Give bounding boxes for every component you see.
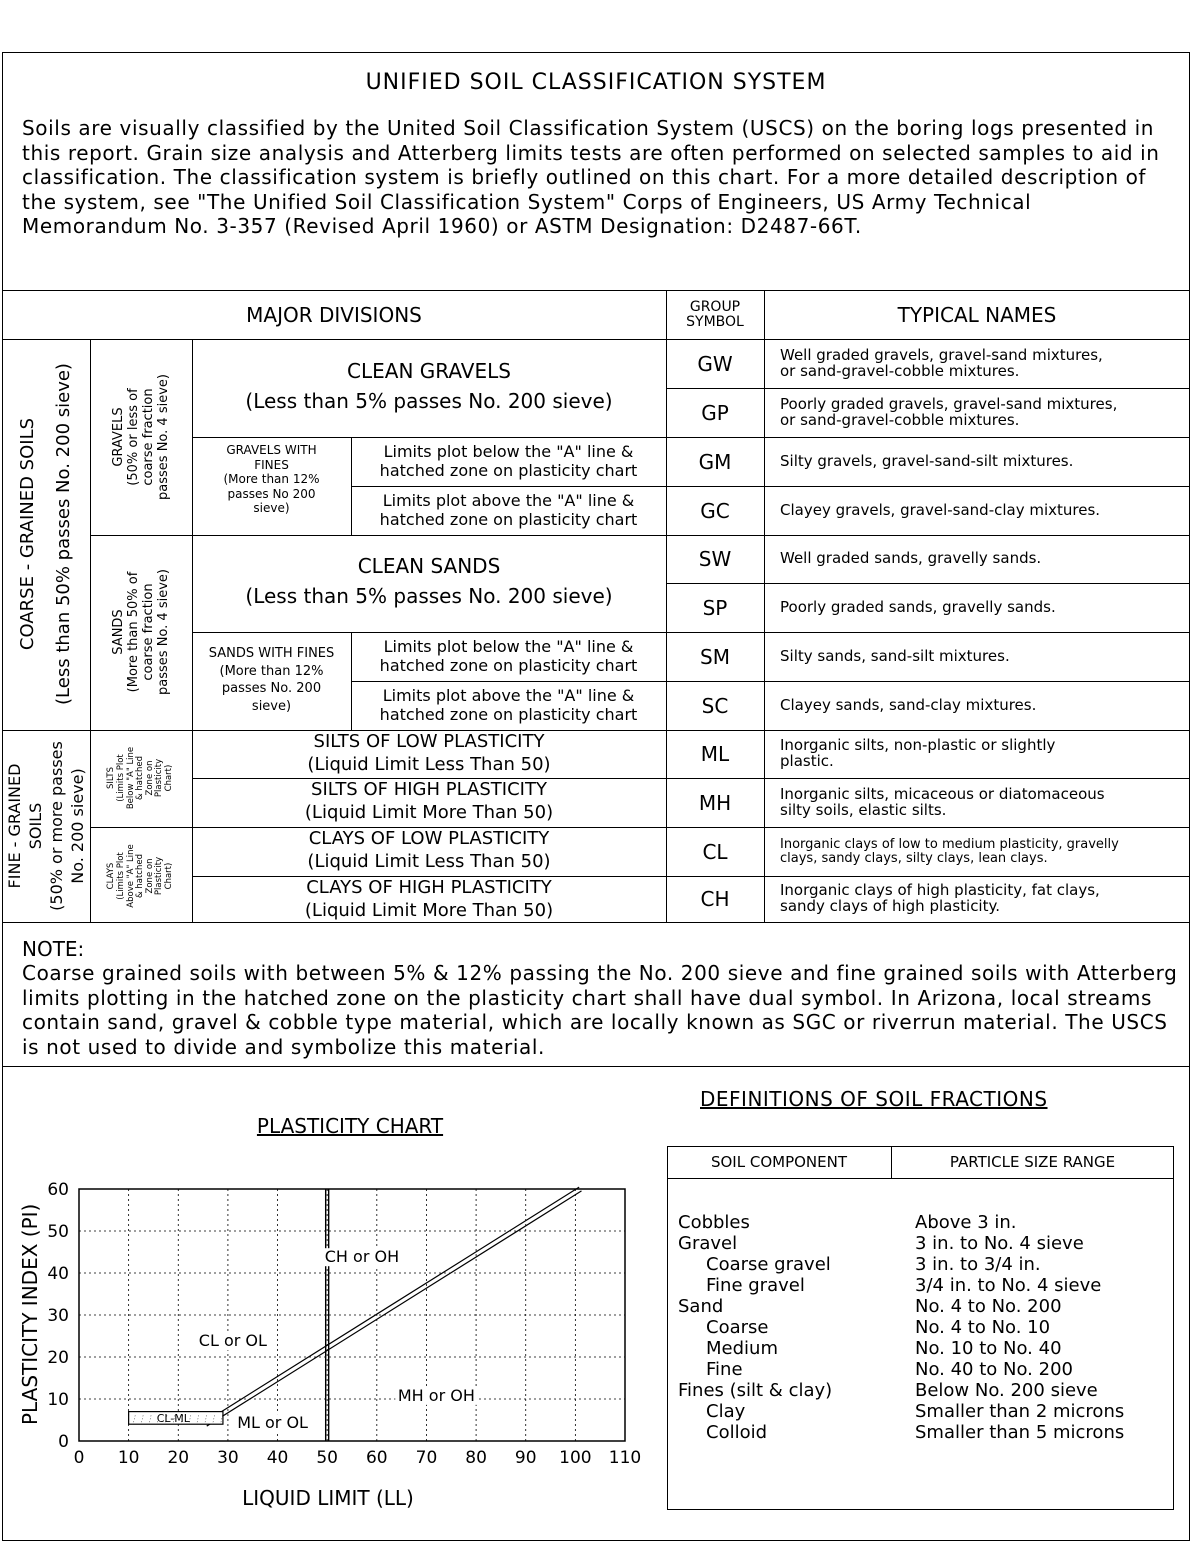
sands-fines-line: (More than 12% [219, 663, 324, 679]
coarse-grained-label [6, 339, 86, 729]
header-typical-names: TYPICAL NAMES [897, 303, 1057, 327]
coarse-grained-label-line: (Less than 50% passes No. 200 sieve) [53, 363, 74, 705]
fraction-component: Sand [678, 1296, 724, 1317]
typical-name-line: plastic. [780, 752, 834, 770]
fine-desc-line: (Liquid Limit More Than 50) [304, 900, 554, 921]
group-symbol-sp: SP [702, 595, 728, 620]
typical-name-gp [780, 388, 1185, 437]
sands-label-line: (More than 50% of [126, 571, 141, 693]
row-line-sw [666, 535, 1190, 536]
typical-name-line: Well graded sands, gravelly sands. [780, 549, 1042, 568]
x-tick-label: 60 [365, 1448, 388, 1468]
typical-name-sc [780, 681, 1185, 730]
fractions-ranges [915, 1212, 1170, 1443]
fraction-range: Above 3 in. [915, 1212, 1017, 1233]
fractions-col-range: PARTICLE SIZE RANGE [949, 1153, 1116, 1171]
gravels-fines-line: (More than 12% [223, 472, 320, 486]
x-tick-label: 90 [514, 1448, 537, 1468]
fraction-component: Fine gravel [706, 1275, 805, 1296]
clean-gravels [192, 356, 666, 416]
a-line-desc-line: Limits plot above the "A" line & [382, 491, 635, 510]
clays-label-line: Zone on [144, 858, 155, 894]
group-symbol-gm: GM [698, 449, 732, 474]
typical-name-line: clays, sandy clays, silty clays, lean clays. [780, 850, 1048, 866]
x-tick-label: 50 [316, 1448, 339, 1468]
sands-fines-mid [351, 681, 666, 682]
fractions-col-component: SOIL COMPONENT [710, 1153, 848, 1171]
sands-label [93, 537, 189, 727]
gravels-fines-line: FINES [254, 457, 289, 472]
x-tick-label: 30 [217, 1448, 239, 1468]
typical-name-ml [780, 730, 1185, 778]
typical-name-line: or sand-gravel-cobble mixtures. [780, 410, 1020, 429]
region-label: CL or OL [198, 1331, 267, 1351]
fine-desc-line: (Liquid Limit More Than 50) [304, 802, 554, 823]
fine-desc-line: CLAYS OF HIGH PLASTICITY [306, 877, 552, 898]
fine-desc-line: (Liquid Limit Less Than 50) [307, 851, 551, 872]
gravels-fines-mid [351, 486, 666, 487]
silts-label-line: Below "A" Line [125, 746, 136, 810]
fine-desc-line: (Liquid Limit Less Than 50) [307, 754, 551, 775]
typical-name-sw [780, 535, 1185, 583]
fine-desc-line: CLAYS OF LOW PLASTICITY [308, 828, 550, 849]
silts-label-line: SILTS [106, 766, 117, 790]
row-line-sp [666, 583, 1190, 584]
clays-label-line: CLAYS [106, 862, 117, 890]
typical-name-mh [780, 778, 1185, 827]
group-symbol-sc: SC [701, 693, 729, 718]
a-line-desc-gm [351, 442, 666, 480]
fine-desc-silt-high [192, 778, 666, 824]
row-line-mh [666, 778, 1190, 779]
clays-label-line: Above "A" Line [125, 844, 136, 908]
typical-name-cl [780, 827, 1185, 876]
typical-name-line: Inorganic silts, non-plastic or slightly [780, 736, 1056, 755]
gravels-fines-line: sieve) [253, 501, 290, 515]
header-symbol-line: SYMBOL [686, 314, 744, 330]
fractions-title: DEFINITIONS OF SOIL FRACTIONS [700, 1087, 1048, 1111]
fraction-component: Coarse gravel [706, 1254, 831, 1275]
clean-gravels-line: (Less than 5% passes No. 200 sieve) [245, 389, 613, 413]
x-tick-label: 80 [465, 1448, 487, 1468]
row-line-sm [666, 632, 1190, 633]
chart-ylabel: PLASTICITY INDEX (PI) [18, 1203, 42, 1425]
y-tick-label: 20 [47, 1348, 69, 1368]
silts-label [91, 730, 191, 826]
typical-name-line: Inorganic clays of high plasticity, fat clays, [780, 881, 1100, 900]
fraction-component: Gravel [678, 1233, 738, 1254]
gravels-with-fines [192, 443, 351, 516]
typical-name-gm [780, 437, 1185, 486]
typical-name-sm [780, 632, 1185, 681]
silts-label-line: Chart) [163, 764, 174, 792]
row-line-gm [666, 437, 1190, 438]
y-tick-label: 30 [47, 1306, 69, 1326]
group-symbol-gp: GP [701, 400, 729, 425]
group-symbol-gc: GC [700, 498, 730, 523]
fraction-range: No. 4 to No. 200 [915, 1296, 1062, 1317]
typical-name-line: or sand-gravel-cobble mixtures. [780, 361, 1020, 380]
fraction-component: Colloid [706, 1422, 768, 1443]
x-tick-label: 40 [266, 1448, 289, 1468]
fraction-component: Medium [706, 1338, 778, 1359]
x-tick-label: 110 [608, 1448, 642, 1468]
fractions-header-line [667, 1178, 1174, 1179]
gravels-label-line: passes No. 4 sieve) [156, 374, 171, 500]
typical-name-line: Clayey gravels, gravel-sand-clay mixtures. [780, 500, 1101, 519]
x-tick-label: 20 [167, 1448, 190, 1468]
group-symbol-ch: CH [700, 887, 730, 911]
sands-fines-line: sieve) [251, 698, 292, 714]
fraction-range: No. 4 to No. 10 [915, 1317, 1051, 1338]
clean-sands-line: CLEAN SANDS [357, 554, 501, 578]
silts-label-line: & hatched [135, 756, 146, 800]
y-tick-label: 10 [47, 1390, 69, 1410]
fine-desc-clay-high [192, 876, 666, 922]
note-text: Coarse grained soils with between 5% & 12% passing the No. 200 sieve and fine grained soils with Atterberg limits plotting in the hatched zone on the plasticity chart shall have dual symbol. In Arizona, local streams contain sand, gravel & cobble type material, which are locally known as SGC or riverrun material. The USCS is not used to divide and symbolize this material. [22, 961, 1178, 1059]
a-line-desc-line: Limits plot above the "A" line & [382, 686, 635, 705]
fraction-range: No. 40 to No. 200 [915, 1359, 1073, 1380]
fraction-range: No. 10 to No. 40 [915, 1338, 1062, 1359]
x-tick-label: 70 [415, 1448, 438, 1468]
header-group-line: GROUP [689, 299, 741, 316]
silts-label-line: Zone on [144, 760, 155, 796]
typical-name-line: sandy clays of high plasticity. [780, 897, 1000, 915]
typical-name-line: Clayey sands, sand-clay mixtures. [780, 695, 1037, 714]
a-line-desc-line: hatched zone on plasticity chart [379, 656, 638, 675]
header-major-divisions: MAJOR DIVISIONS [246, 303, 422, 327]
fine-desc-line: SILTS OF LOW PLASTICITY [313, 731, 545, 752]
typical-name-line: silty soils, elastic silts. [780, 800, 947, 819]
typical-name-line: Poorly graded sands, gravelly sands. [780, 597, 1056, 616]
group-symbol-mh: MH [698, 790, 732, 815]
typical-name-sp [780, 583, 1185, 632]
fine-grained-label-line: SOILS [26, 802, 45, 850]
gravels-label-line: (50% or less of [126, 388, 141, 486]
a-line-desc-line: Limits plot below the "A" line & [383, 637, 634, 656]
sands-fines-line: passes No. 200 [221, 681, 322, 696]
sands-fines-top [192, 632, 666, 633]
clays-label-line: Chart) [163, 862, 174, 890]
typical-name-line: Silty sands, sand-silt mixtures. [780, 646, 1010, 665]
row-line-sc [666, 681, 1190, 682]
fraction-component: Clay [706, 1401, 746, 1422]
region-label: CH or OH [324, 1247, 400, 1267]
clays-label-line: & hatched [135, 854, 146, 898]
gravels-fines-line: passes No 200 [227, 486, 316, 501]
a-line-desc-gc [351, 491, 666, 529]
region-label: ML or OL [237, 1413, 308, 1433]
gravels-label-line: GRAVELS [111, 407, 126, 467]
group-symbol-ml: ML [700, 742, 730, 766]
gravels-label [93, 342, 189, 532]
fraction-range: 3/4 in. to No. 4 sieve [915, 1275, 1102, 1296]
sands-label-line: passes No. 4 sieve) [156, 569, 171, 695]
fraction-range: Smaller than 2 microns [915, 1401, 1125, 1422]
a-line [204, 1187, 579, 1422]
typical-name-ch [780, 876, 1185, 922]
typical-name-line: Well graded gravels, gravel-sand mixtures, [780, 345, 1103, 364]
fine-grained-label-line: FINE - GRAINED [5, 763, 24, 889]
chart-xlabel: LIQUID LIMIT (LL) [242, 1486, 414, 1510]
fine-grained-label-line: No. 200 sieve) [68, 768, 87, 884]
intro-text: Soils are visually classified by the United Soil Classification System (USCS) on the boring logs presented in this report. Grain size analysis and Atterberg limits tests are often performed on selected samples to aid in classification. The classification system is briefly outlined on this chart. For a more detailed description of the system, see "The Unified Soil Classification System" Corps of Engineers, US Army Technical Memorandum No. 3-357 (Revised April 1960) or ASTM Designation: D2487-66T. [22, 116, 1160, 239]
x-tick-label: 10 [117, 1448, 140, 1468]
row-line-ch [666, 876, 1190, 877]
y-tick-label: 60 [47, 1180, 69, 1200]
sands-with-fines [192, 645, 351, 715]
region-label: CL-ML [156, 1411, 190, 1425]
gravels-label-line: coarse fraction [141, 388, 156, 486]
fraction-component: Cobbles [678, 1212, 750, 1233]
gravels-fines-top [192, 437, 666, 438]
silts-label-line: Plasticity [154, 758, 165, 798]
clean-sands-line: (Less than 5% passes No. 200 sieve) [245, 584, 613, 608]
group-symbol-sm: SM [700, 644, 730, 669]
silts-label-line: (Limits Plot [116, 754, 127, 802]
fine-grained-label-line: (50% or more passes [47, 741, 66, 911]
clays-label [91, 829, 191, 923]
header-group-symbol [666, 291, 764, 339]
typical-name-line: Silty gravels, gravel-sand-silt mixtures. [780, 451, 1074, 470]
row-line-gp [666, 388, 1190, 389]
divider-note-bottom [2, 1066, 1190, 1067]
coarse-grained-label-line: COARSE - GRAINED SOILS [17, 417, 38, 651]
clean-gravels-line: CLEAN GRAVELS [347, 359, 511, 383]
group-symbol-gw: GW [697, 351, 733, 376]
x-tick-label: 0 [73, 1448, 85, 1468]
y-tick-label: 50 [47, 1222, 69, 1242]
typical-name-gc [780, 486, 1185, 535]
fraction-component: Coarse [706, 1317, 769, 1338]
fractions-components [678, 1212, 898, 1443]
fraction-range: Below No. 200 sieve [915, 1380, 1098, 1401]
fraction-component: Fines (silt & clay) [678, 1380, 833, 1401]
a-line-desc-line: Limits plot below the "A" line & [383, 442, 634, 461]
gravels-fines-line: GRAVELS WITH [226, 443, 317, 457]
fine-grained-label [3, 731, 89, 921]
fine-desc-silt-low [192, 730, 666, 776]
a-line-desc-line: hatched zone on plasticity chart [379, 510, 638, 529]
typical-name-line: Inorganic silts, micaceous or diatomaceous [780, 784, 1105, 803]
row-line-gc [666, 486, 1190, 487]
sands-fines-line: SANDS WITH FINES [208, 646, 335, 661]
fraction-range: Smaller than 5 microns [915, 1422, 1125, 1443]
y-tick-label: 40 [47, 1264, 69, 1284]
note-label: NOTE: [22, 937, 85, 961]
region-label: MH or OH [397, 1385, 475, 1405]
sands-label-line: SANDS [111, 609, 126, 655]
sands-top [90, 535, 666, 536]
plasticity-chart [0, 1170, 660, 1470]
typical-name-gw [780, 339, 1185, 388]
y-tick-label: 0 [58, 1432, 69, 1452]
fraction-range: 3 in. to 3/4 in. [915, 1254, 1041, 1275]
x-tick-label: 100 [559, 1448, 592, 1468]
a-line-desc-line: hatched zone on plasticity chart [379, 461, 638, 480]
clays-label-line: (Limits Plot [116, 852, 127, 900]
a-line [207, 1191, 582, 1426]
sands-label-line: coarse fraction [141, 583, 156, 681]
fine-desc-clay-low [192, 827, 666, 873]
chart-title: PLASTICITY CHART [256, 1114, 444, 1138]
clays-label-line: Plasticity [154, 856, 165, 896]
group-symbol-sw: SW [698, 547, 732, 571]
row-line-ml [666, 730, 1190, 731]
clean-sands [192, 551, 666, 611]
page-title: UNIFIED SOIL CLASSIFICATION SYSTEM [365, 70, 827, 95]
typical-name-line: Inorganic clays of low to medium plasticity, gravelly [780, 836, 1119, 852]
a-line-desc-line: hatched zone on plasticity chart [379, 705, 638, 724]
row-line-cl [666, 827, 1190, 828]
a-line-desc-sc [351, 686, 666, 724]
typical-name-line: Poorly graded gravels, gravel-sand mixtures, [780, 394, 1118, 413]
group-symbol-cl: CL [702, 839, 728, 864]
fine-desc-line: SILTS OF HIGH PLASTICITY [311, 779, 547, 800]
fraction-component: Fine [706, 1359, 743, 1380]
fraction-range: 3 in. to No. 4 sieve [915, 1233, 1084, 1254]
a-line-desc-sm [351, 637, 666, 675]
